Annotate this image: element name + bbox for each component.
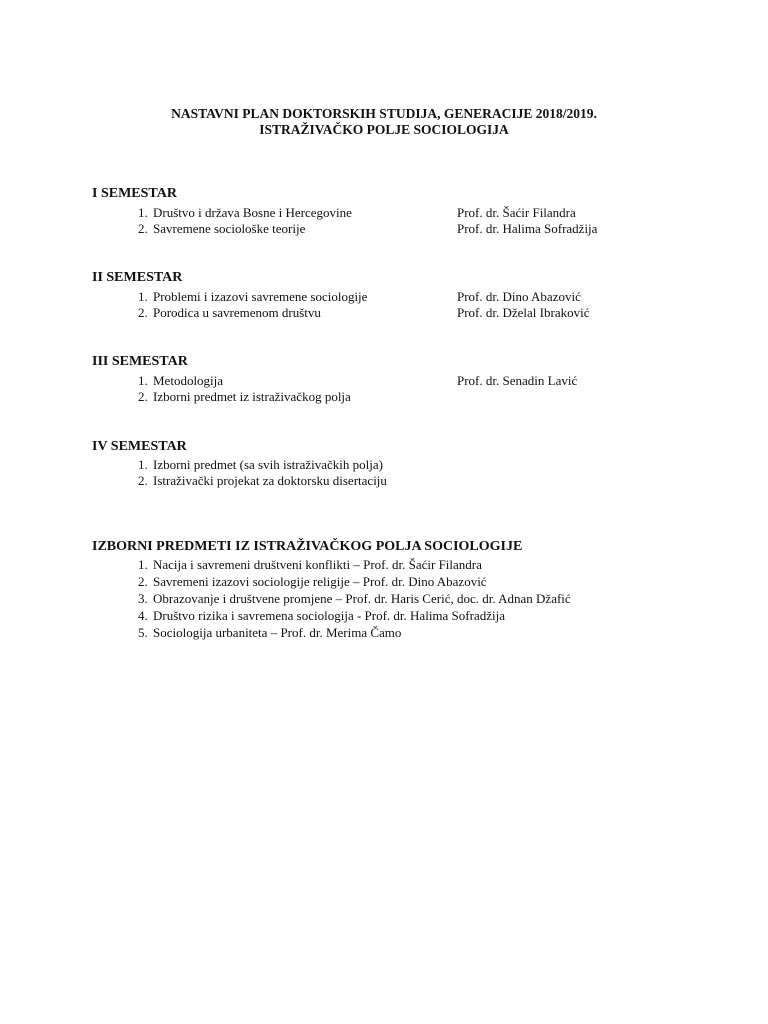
course-item xyxy=(138,205,352,221)
elective-item xyxy=(138,574,487,590)
course-item xyxy=(138,221,305,237)
page-title: NASTAVNI PLAN DOKTORSKIH STUDIJA, GENERACIJE 2018/2019. xyxy=(171,106,597,121)
elective-number: 4. xyxy=(138,608,148,623)
course-name: Istraživački projekat za doktorsku disertaciju xyxy=(153,473,387,488)
elective-text: Savremeni izazovi sociologije religije – Prof. dr. Dino Abazović xyxy=(153,574,487,589)
page-subtitle: ISTRAŽIVAČKO POLJE SOCIOLOGIJA xyxy=(259,122,509,137)
course-name: Izborni predmet (sa svih istraživačkih polja) xyxy=(153,457,383,472)
course-number: 2. xyxy=(138,389,148,404)
course-number: 1. xyxy=(138,457,148,472)
elective-number: 5. xyxy=(138,625,148,640)
elective-number: 3. xyxy=(138,591,148,606)
elective-text: Obrazovanje i društvene promjene – Prof. dr. Haris Cerić, doc. dr. Adnan Džafić xyxy=(153,591,571,606)
elective-item xyxy=(138,608,505,624)
course-number: 2. xyxy=(138,473,148,488)
semester-heading-3: III SEMESTAR xyxy=(92,354,188,369)
semester-heading-4: IV SEMESTAR xyxy=(92,439,187,454)
elective-text: Nacija i savremeni društveni konflikti – Prof. dr. Šaćir Filandra xyxy=(153,557,482,572)
elective-text: Društvo rizika i savremena sociologija - Prof. dr. Halima Sofradžija xyxy=(153,608,505,623)
course-item xyxy=(138,457,383,473)
electives-heading: IZBORNI PREDMETI IZ ISTRAŽIVAČKOG POLJA SOCIOLOGIJE xyxy=(92,539,523,554)
course-professor: Prof. dr. Šaćir Filandra xyxy=(457,205,576,220)
course-professor: Prof. dr. Dino Abazović xyxy=(457,289,581,304)
course-number: 1. xyxy=(138,373,148,388)
course-name: Izborni predmet iz istraživačkog polja xyxy=(153,389,351,404)
course-number: 2. xyxy=(138,305,148,320)
course-professor: Prof. dr. Senadin Lavić xyxy=(457,373,578,388)
elective-item xyxy=(138,557,482,573)
elective-text: Sociologija urbaniteta – Prof. dr. Merima Čamo xyxy=(153,625,402,640)
course-item xyxy=(138,305,321,321)
elective-item xyxy=(138,625,401,641)
course-professor: Prof. dr. Dželal Ibraković xyxy=(457,305,590,320)
course-name: Društvo i država Bosne i Hercegovine xyxy=(153,205,352,220)
elective-number: 2. xyxy=(138,574,148,589)
course-name: Problemi i izazovi savremene sociologije xyxy=(153,289,368,304)
course-item xyxy=(138,289,367,305)
course-professor: Prof. dr. Halima Sofradžija xyxy=(457,221,598,236)
course-number: 2. xyxy=(138,221,148,236)
course-number: 1. xyxy=(138,289,148,304)
semester-heading-2: II SEMESTAR xyxy=(92,270,183,285)
course-name: Savremene sociološke teorije xyxy=(153,221,306,236)
semester-heading-1: I SEMESTAR xyxy=(92,186,177,201)
course-item xyxy=(138,473,387,489)
course-number: 1. xyxy=(138,205,148,220)
course-name: Porodica u savremenom društvu xyxy=(153,305,321,320)
elective-number: 1. xyxy=(138,557,148,572)
elective-item xyxy=(138,591,571,607)
course-item xyxy=(138,389,351,405)
course-item xyxy=(138,373,223,389)
course-name: Metodologija xyxy=(153,373,224,388)
